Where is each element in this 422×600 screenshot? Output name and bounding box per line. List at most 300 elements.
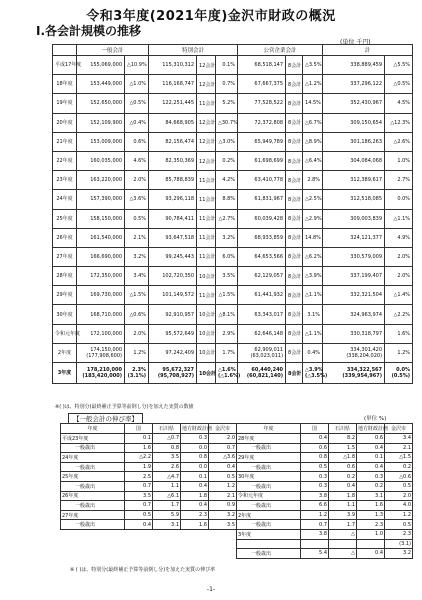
special-amount-value: 99,245,443 <box>165 253 195 260</box>
growth-value: 0.3 <box>357 472 385 482</box>
growth-value: 1.0 <box>357 529 385 539</box>
enterprise-amount <box>238 56 286 75</box>
general-amount <box>77 324 125 343</box>
enterprise-rate <box>303 324 323 343</box>
enterprise-amount <box>238 171 286 190</box>
growth-year-label: 一般歳出 <box>237 520 301 530</box>
total-amount-value: 330,579,009 <box>350 253 383 260</box>
enterprise-count: 8会計 <box>286 56 303 75</box>
total-amount-value: 337,296,122 <box>350 81 383 88</box>
growth-value: △0.7 <box>153 434 181 444</box>
enterprise-amount <box>238 267 286 286</box>
total-rate-value: 2.0% <box>397 273 411 280</box>
general-rate <box>125 247 149 266</box>
total-amount <box>323 247 385 266</box>
growth-value: 0.5 <box>385 520 413 530</box>
general-rate-value: 2.0% <box>133 330 147 337</box>
growth-value: 0.7 <box>209 443 237 453</box>
growth-value: 3.1 <box>357 491 385 501</box>
enterprise-rate <box>303 56 323 75</box>
growth-row <box>61 434 237 444</box>
growth-year-label: 一般歳出 <box>237 462 301 472</box>
total-rate-value: △5.5% <box>393 62 411 69</box>
growth-header-row <box>237 424 413 434</box>
enterprise-rate-value: △6.2% <box>305 253 322 260</box>
special-amount <box>149 113 197 132</box>
special-amount-value: 84,668,905 <box>165 119 195 126</box>
growth-value: 3.1 <box>153 520 181 530</box>
total-amount-value: 334,301,420 <box>350 346 383 353</box>
enterprise-rate-real-value: (△3.5%) <box>305 373 328 379</box>
total-rate <box>385 171 413 190</box>
section-title: Ⅰ.各会計規模の推移 <box>36 24 142 38</box>
growth-header-2: 石川県 <box>329 424 357 434</box>
enterprise-amount-value: 61,441,932 <box>254 292 284 299</box>
growth-value: 3.2 <box>209 510 237 520</box>
enterprise-count: 8会計 <box>286 132 303 151</box>
growth-row <box>61 510 237 520</box>
special-amount <box>149 228 197 247</box>
special-amount <box>149 343 197 362</box>
growth-year-label: 一般歳出 <box>61 481 125 491</box>
special-amount-value: 95,572,649 <box>165 330 195 337</box>
special-amount-real-value: (95,708,927) <box>157 373 195 379</box>
table-row <box>53 190 413 209</box>
enterprise-count: 8会計 <box>286 267 303 286</box>
total-amount <box>323 190 385 209</box>
growth-value: 1.6 <box>357 501 385 511</box>
growth-row <box>61 491 237 501</box>
growth-year-label: 30年度 <box>237 472 301 482</box>
growth-value: 0.4 <box>125 520 153 530</box>
total-amount-value: 312,518,085 <box>350 196 383 203</box>
table-row <box>53 151 413 170</box>
special-rate-value: 5.2% <box>222 100 236 107</box>
special-amount-value: 101,149,572 <box>162 292 195 299</box>
growth-value: 0.7 <box>301 520 329 530</box>
growth-value: 6.6 <box>301 501 329 511</box>
general-rate-value: 2.0% <box>133 177 147 184</box>
growth-value: 0.3 <box>181 434 209 444</box>
enterprise-rate-value: △6.7% <box>305 119 322 126</box>
growth-row <box>237 539 413 549</box>
growth-value: 1.6 <box>125 443 153 453</box>
special-count: 10会計 <box>197 343 216 362</box>
year-cell: 3年度 <box>53 363 77 384</box>
general-rate-value: △10.9% <box>127 62 147 69</box>
general-rate-value: △1.0% <box>129 81 147 88</box>
growth-year-label: 25年度 <box>61 472 125 482</box>
enterprise-amount-value: 68,933,859 <box>254 234 284 241</box>
enterprise-amount <box>238 247 286 266</box>
general-rate <box>125 228 149 247</box>
growth-value <box>329 539 357 549</box>
table-row <box>53 343 413 362</box>
total-rate <box>385 228 413 247</box>
enterprise-rate <box>303 228 323 247</box>
total-amount-value: 309,003,839 <box>350 215 383 222</box>
general-rate-value: △0.6% <box>129 311 147 318</box>
enterprise-amount-value: 68,518,147 <box>254 62 284 69</box>
growth-value <box>357 539 385 549</box>
special-amount-value: 115,310,312 <box>162 62 195 69</box>
growth-row <box>237 434 413 444</box>
enterprise-count: 8会計 <box>286 363 303 384</box>
total-rate <box>385 343 413 362</box>
special-amount-value: 93,296,118 <box>165 196 195 203</box>
growth-value: 1.6 <box>181 520 209 530</box>
growth-value: 0.4 <box>329 481 357 491</box>
growth-year-label: 令和元年度 <box>237 491 301 501</box>
general-rate <box>125 113 149 132</box>
general-rate-value: 4.6% <box>133 158 147 165</box>
year-cell: 2年度 <box>53 343 77 362</box>
enterprise-amount-value: 77,528,522 <box>254 100 284 107</box>
special-rate-value: 3.2% <box>222 234 236 241</box>
enterprise-amount <box>238 324 286 343</box>
growth-year-label: 26年度 <box>61 491 125 501</box>
growth-value: 1.8 <box>181 491 209 501</box>
general-rate-value: 1.2% <box>133 349 147 356</box>
special-count: 12会計 <box>197 113 216 132</box>
total-rate-value: △2.2% <box>393 311 411 318</box>
year-header <box>53 45 77 56</box>
general-amount <box>77 228 125 247</box>
general-rate <box>125 363 149 384</box>
total-amount-real-value: (338,204,020) <box>346 352 383 359</box>
total-amount <box>323 209 385 228</box>
growth-year-label: 3年度 <box>237 529 301 539</box>
growth-value: (3.1) <box>385 539 413 549</box>
year-cell: 24年度 <box>53 190 77 209</box>
general-amount-value: 157,390,000 <box>90 196 122 203</box>
special-count: 11会計 <box>197 247 216 266</box>
special-rate-value: 3.5% <box>222 273 236 280</box>
table-row <box>53 363 413 384</box>
general-amount <box>77 56 125 75</box>
total-amount-value: 332,321,504 <box>350 292 383 299</box>
general-amount-value: 168,710,000 <box>90 311 122 318</box>
general-rate-value: △3.6% <box>129 196 147 203</box>
year-cell: 令和元年度 <box>53 324 77 343</box>
growth-year-label: 一般歳出 <box>61 520 125 530</box>
year-cell: 26年度 <box>53 228 77 247</box>
total-amount-value: 334,322,567 <box>346 367 383 373</box>
special-amount <box>149 171 197 190</box>
general-rate <box>125 151 149 170</box>
year-cell: 21年度 <box>53 132 77 151</box>
growth-value: △2.2 <box>125 453 153 463</box>
growth-year-label: 27年度 <box>61 510 125 520</box>
growth-year-label: 平成23年度 <box>61 434 125 444</box>
total-rate <box>385 267 413 286</box>
total-rate <box>385 113 413 132</box>
year-cell: 25年度 <box>53 209 77 228</box>
growth-row <box>237 520 413 530</box>
general-rate <box>125 286 149 305</box>
enterprise-amount-value: 60,039,428 <box>254 215 284 222</box>
enterprise-amount-value: 63,410,778 <box>254 177 284 184</box>
enterprise-amount <box>238 228 286 247</box>
total-rate-value: 0.0% <box>397 196 411 203</box>
main-table-note: ※( )は、特別分(最終補正予算等前倒し分)を加えた実質の数値 <box>55 404 194 410</box>
growth-value: △1.8 <box>329 453 357 463</box>
special-amount-value: 90,784,411 <box>165 215 195 222</box>
special-count: 10会計 <box>197 324 216 343</box>
special-amount <box>149 247 197 266</box>
growth-table-right <box>236 423 413 559</box>
enterprise-count: 8会計 <box>286 113 303 132</box>
table-row <box>53 132 413 151</box>
enterprise-amount <box>238 190 286 209</box>
total-amount <box>323 113 385 132</box>
growth-value: △ <box>329 549 357 559</box>
special-rate-value: △2.7% <box>218 215 236 222</box>
total-amount <box>323 286 385 305</box>
special-rate <box>216 75 238 94</box>
total-rate <box>385 286 413 305</box>
total-amount-value: 352,430,967 <box>350 100 383 107</box>
general-amount-value: 172,350,000 <box>90 273 122 280</box>
total-rate-value: 0.0% <box>396 367 411 373</box>
growth-row <box>61 501 237 511</box>
growth-year-label: 2年度 <box>237 510 301 520</box>
total-rate <box>385 324 413 343</box>
special-amount <box>149 94 197 113</box>
total-amount <box>323 151 385 170</box>
total-amount-value: 337,199,407 <box>350 273 383 280</box>
enterprise-amount-value: 65,949,789 <box>254 138 284 145</box>
total-rate <box>385 94 413 113</box>
table-row <box>53 247 413 266</box>
enterprise-rate <box>303 171 323 190</box>
special-amount <box>149 267 197 286</box>
general-rate-value: 3.2% <box>133 253 147 260</box>
general-amount <box>77 363 125 384</box>
growth-year-label: 一般歳出 <box>237 481 301 491</box>
growth-value: 2.3 <box>385 529 413 539</box>
growth-year-label: 一般歳出 <box>237 549 301 559</box>
growth-row <box>237 453 413 463</box>
general-amount-real-value: (183,420,000) <box>82 373 122 379</box>
table-row <box>53 94 413 113</box>
general-rate <box>125 209 149 228</box>
growth-header-1: 国 <box>301 424 329 434</box>
growth-value: 0.3 <box>301 481 329 491</box>
enterprise-amount-value: 62,909,011 <box>254 346 284 353</box>
enterprise-rate-value: 14.5% <box>305 100 321 107</box>
total-amount-value: 338,889,459 <box>350 62 383 69</box>
general-amount-value: 153,449,000 <box>90 81 122 88</box>
special-rate <box>216 267 238 286</box>
growth-header-3: 地方財政計画 <box>181 424 209 434</box>
enterprise-count: 8会計 <box>286 209 303 228</box>
page-number: -1- <box>206 586 216 593</box>
enterprise-rate <box>303 75 323 94</box>
growth-value: 2.3 <box>357 520 385 530</box>
general-rate <box>125 171 149 190</box>
general-amount <box>77 113 125 132</box>
enterprise-amount-real-value: (63,023,011) <box>250 352 284 359</box>
growth-value: 3.8 <box>301 491 329 501</box>
general-amount-value: 163,220,000 <box>90 177 122 184</box>
enterprise-amount <box>238 305 286 324</box>
special-rate <box>216 343 238 362</box>
general-amount <box>77 132 125 151</box>
growth-value: 0.4 <box>301 434 329 444</box>
general-rate-value: 2.3% <box>132 367 147 373</box>
general-rate-value: △0.5% <box>129 100 147 107</box>
enterprise-rate-value: △1.1% <box>305 292 322 299</box>
growth-value: 0.8 <box>153 443 181 453</box>
growth-value: 1.8 <box>329 491 357 501</box>
growth-header-row <box>61 424 237 434</box>
special-amount <box>149 305 197 324</box>
total-amount-value: 309,150,654 <box>350 119 383 126</box>
year-cell: 19年度 <box>53 94 77 113</box>
total-rate <box>385 132 413 151</box>
growth-row <box>61 453 237 463</box>
enterprise-amount <box>238 286 286 305</box>
enterprise-amount-value: 72,372,808 <box>254 119 284 126</box>
growth-value: 1.1 <box>329 501 357 511</box>
special-count: 11会計 <box>197 228 216 247</box>
enterprise-amount <box>238 209 286 228</box>
growth-table-left <box>60 423 237 530</box>
general-rate <box>125 132 149 151</box>
special-count: 11会計 <box>197 171 216 190</box>
growth-value: 1.9 <box>125 462 153 472</box>
total-amount-value: 312,389,617 <box>350 177 383 184</box>
enterprise-rate-value: 2.8% <box>307 177 321 184</box>
enterprise-rate-value: △3.9% <box>305 367 323 373</box>
year-cell: 20年度 <box>53 113 77 132</box>
growth-value: 0.9 <box>209 501 237 511</box>
special-rate-value: △1.5% <box>218 292 236 299</box>
total-rate-value: △12.3% <box>390 119 411 126</box>
growth-header-1: 国 <box>125 424 153 434</box>
special-amount-value: 85,788,839 <box>165 177 195 184</box>
total-rate <box>385 305 413 324</box>
growth-row <box>61 472 237 482</box>
special-amount-value: 102,720,350 <box>162 273 195 280</box>
general-amount <box>77 267 125 286</box>
table-row <box>53 171 413 190</box>
growth-value: 0.3 <box>301 472 329 482</box>
enterprise-amount <box>238 94 286 113</box>
special-rate <box>216 190 238 209</box>
total-amount-value: 324,963,974 <box>350 311 383 318</box>
growth-row <box>237 529 413 539</box>
enterprise-count: 8会計 <box>286 286 303 305</box>
general-amount-value: 172,100,000 <box>90 330 122 337</box>
special-count: 11会計 <box>197 286 216 305</box>
growth-value: 2.1 <box>209 491 237 501</box>
enterprise-amount-value: 62,646,148 <box>254 330 284 337</box>
enterprise-amount-value: 61,698,699 <box>254 158 284 165</box>
general-amount-value: 153,009,000 <box>90 138 122 145</box>
year-cell: 29年度 <box>53 286 77 305</box>
general-rate-value: 3.4% <box>133 273 147 280</box>
special-count: 11会計 <box>197 190 216 209</box>
total-rate <box>385 209 413 228</box>
table-row <box>53 56 413 75</box>
year-cell: 平成17年度 <box>53 56 77 75</box>
general-amount <box>77 286 125 305</box>
total-amount <box>323 228 385 247</box>
enterprise-rate-value: △6.4% <box>305 158 322 165</box>
special-amount-value: 93,647,518 <box>165 234 195 241</box>
growth-header-4: 金沢市 <box>385 424 413 434</box>
special-rate <box>216 363 241 384</box>
enterprise-amount <box>238 343 286 362</box>
growth-header-3: 地方財政計画 <box>357 424 385 434</box>
total-amount-value: 324,121,377 <box>350 234 383 241</box>
growth-header-4: 金沢市 <box>209 424 237 434</box>
general-amount-value: 169,730,000 <box>90 292 122 299</box>
enterprise-rate <box>303 190 323 209</box>
enterprise-count: 8会計 <box>286 247 303 266</box>
special-count: 10会計 <box>197 305 216 324</box>
general-rate <box>125 56 149 75</box>
enterprise-count: 8会計 <box>286 171 303 190</box>
special-count: 10会計 <box>197 363 216 384</box>
special-rate-value: △3.0% <box>218 138 236 145</box>
growth-value: 0.5 <box>385 481 413 491</box>
growth-value: 0.2 <box>357 481 385 491</box>
growth-value: 0.6 <box>329 462 357 472</box>
growth-value: △0.6 <box>385 472 413 482</box>
growth-value: 1.2 <box>385 510 413 520</box>
general-amount <box>77 75 125 94</box>
special-count: 10会計 <box>197 267 216 286</box>
growth-year-label: 一般歳出 <box>61 462 125 472</box>
growth-value: 3.4 <box>385 434 413 444</box>
growth-row <box>237 510 413 520</box>
growth-value: 1.7 <box>329 520 357 530</box>
growth-row <box>237 491 413 501</box>
growth-value: 0.4 <box>357 549 385 559</box>
enterprise-amount-value: 62,129,057 <box>254 273 284 280</box>
general-amount-value: 160,035,000 <box>90 158 122 165</box>
special-rate-value: 0.2% <box>222 158 236 165</box>
growth-year-label: 一般歳出 <box>61 443 125 453</box>
enterprise-rate <box>303 305 323 324</box>
general-amount <box>77 209 125 228</box>
total-rate-value: △2.6% <box>393 138 411 145</box>
general-amount-value: 174,150,000 <box>90 346 122 353</box>
growth-value: 0.1 <box>357 453 385 463</box>
growth-value: 4.0 <box>385 501 413 511</box>
budget-scale-table <box>52 44 413 384</box>
special-count: 11会計 <box>197 94 216 113</box>
special-rate <box>216 286 238 305</box>
growth-row <box>61 520 237 530</box>
special-rate-value: △30.7% <box>218 119 238 126</box>
growth-year-label: 一般歳出 <box>237 501 301 511</box>
total-amount <box>323 94 385 113</box>
enterprise-amount-value: 63,343,017 <box>254 311 284 318</box>
special-amount <box>149 190 197 209</box>
growth-value: 0.2 <box>329 472 357 482</box>
special-count: 11会計 <box>197 209 216 228</box>
growth-value: 8.2 <box>329 434 357 444</box>
special-rate <box>216 113 238 132</box>
enterprise-amount-value: 64,653,566 <box>254 253 284 260</box>
growth-value: 0.5 <box>209 472 237 482</box>
growth-value: 1.1 <box>153 481 181 491</box>
total-header: 計 <box>323 45 413 56</box>
